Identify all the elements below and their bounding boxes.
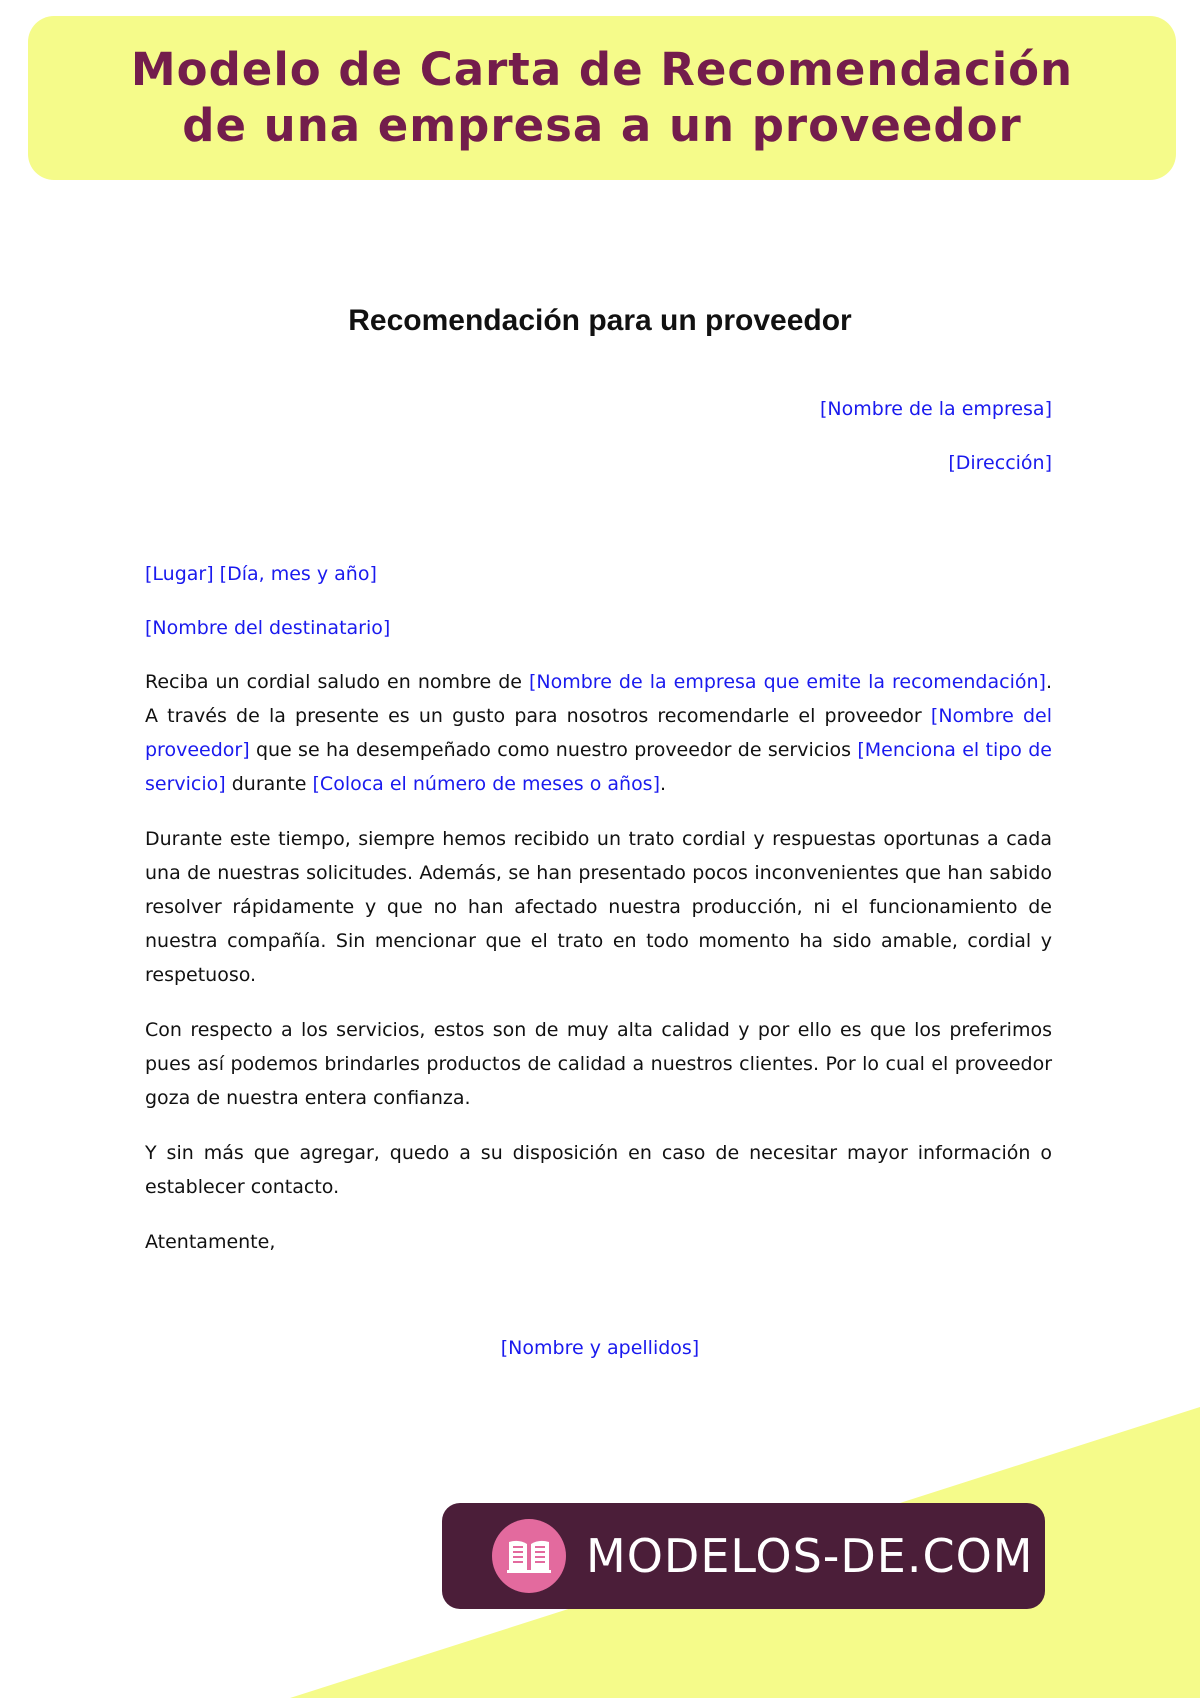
brand-logo [442, 1503, 1045, 1609]
service-type-placeholder: [Menciona el tipo de servicio] [145, 739, 1052, 795]
supplier-name-placeholder: [Nombre del proveedor] [145, 705, 1052, 761]
signature-placeholder: [Nombre y apellidos] [500, 1337, 700, 1359]
paragraph-text: . [660, 773, 667, 795]
recipient-placeholder: [Nombre del destinatario] [145, 617, 391, 639]
sender-block [145, 398, 1052, 506]
header-title-line-2: de una empresa a un proveedor [182, 99, 1022, 152]
company-name-placeholder: [Nombre de la empresa] [820, 398, 1052, 420]
place-date-placeholder: [Lugar] [Día, mes y año] [145, 563, 377, 585]
closing-salutation: Atentamente, [145, 1231, 276, 1253]
paragraph-text: . A través de la presente es un gusto para nosotros recomendarle el proveedor [145, 671, 1052, 727]
header-title-line-1: Modelo de Carta de Recomendación [130, 43, 1074, 96]
duration-placeholder: [Coloca el número de meses o años] [312, 773, 660, 795]
paragraph-experience: Durante este tiempo, siempre hemos recibido un trato cordial y respuestas oportunas a cada una de nuestras solicitudes. Además, se han presentado pocos inconvenientes que han sabido resolver rápidamente y que no han afectado nuestra producción, ni el funcionamiento de nuestra compañía. Sin mencionar que el trato en todo momento ha sido amable, cordial y respetuoso. [145, 828, 1052, 986]
letter-body [145, 398, 1052, 1279]
document-title: Recomendación para un proveedor [348, 304, 852, 337]
address-placeholder: [Dirección] [948, 452, 1052, 474]
paragraph-services: Con respecto a los servicios, estos son de muy alta calidad y por ello es que los preferimos pues así podemos brindarles productos de calidad a nuestros clientes. Por lo cual el proveedor goza de nuestra entera confianza. [145, 1019, 1052, 1109]
paragraph-text: Reciba un cordial saludo en nombre de [145, 671, 529, 693]
brand-name: MODELOS-DE.COM [586, 1529, 1034, 1583]
header-banner [28, 16, 1176, 180]
paragraph-text: que se ha desempeñado como nuestro proveedor de servicios [249, 739, 858, 761]
issuer-company-placeholder: [Nombre de la empresa que emite la recomendación] [528, 671, 1046, 693]
paragraph-closing: Y sin más que agregar, quedo a su disposición en caso de necesitar mayor información o establecer contacto. [145, 1142, 1052, 1198]
paragraph-intro [145, 665, 1052, 801]
book-icon [492, 1519, 566, 1593]
paragraph-text: durante [225, 773, 313, 795]
